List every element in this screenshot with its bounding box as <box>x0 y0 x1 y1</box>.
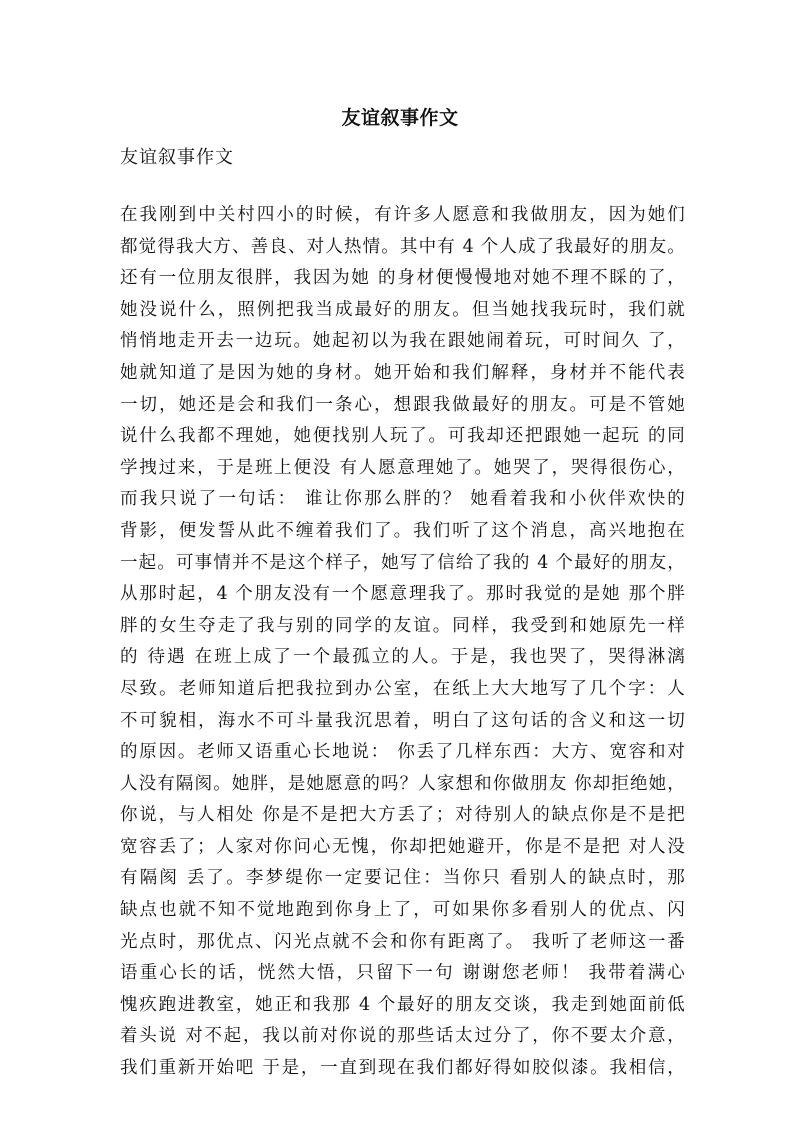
body-line: 的原因。老师又语重心长地说： 你丢了几样东西：大方、宽容和对 <box>120 742 685 763</box>
document-body <box>120 200 685 1085</box>
body-line: 一切，她还是会和我们一条心，想跟我做最好的朋友。可是不管她 <box>120 394 685 415</box>
document-subtitle: 友谊叙事作文 <box>120 147 234 168</box>
body-line: 语重心长的话，恍然大悟，只留下一句 谢谢您老师！ 我带着满心 <box>120 963 685 984</box>
body-line: 的 待遇 在班上成了一个最孤立的人。于是，我也哭了，哭得淋漓 <box>120 647 685 668</box>
body-line: 有隔阂 丢了。李梦缇你一定要记住：当你只 看别人的缺点时，那 <box>120 868 685 889</box>
body-line: 学拽过来，于是班上便没 有人愿意理她了。她哭了，哭得很伤心， <box>120 457 685 478</box>
body-line: 我们重新开始吧 于是，一直到现在我们都好得如胶似漆。我相信， <box>120 1058 685 1079</box>
body-line: 在我刚到中关村四小的时候，有许多人愿意和我做朋友，因为她们 <box>120 205 685 225</box>
body-line: 都觉得我大方、善良、对人热情。其中有 4 个人成了我最好的朋友。 <box>120 236 685 257</box>
body-line: 尽致。老师知道后把我拉到办公室，在纸上大大地写了几个字：人 <box>120 678 685 699</box>
body-line: 一起。可事情并不是这个样子，她写了信给了我的 4 个最好的朋友， <box>120 552 685 573</box>
body-line: 胖的女生夺走了我与别的同学的友谊。同样，我受到和她原先一样 <box>120 615 685 636</box>
body-line: 她就知道了是因为她的身材。她开始和我们解释，身材并不能代表 <box>120 362 685 383</box>
body-line: 光点时，那优点、闪光点就不会和你有距离了。 我听了老师这一番 <box>120 931 685 952</box>
body-line: 不可貌相，海水不可斗量我沉思着，明白了这句话的含义和这一切 <box>120 710 685 731</box>
body-line: 从那时起，4 个朋友没有一个愿意理我了。那时我觉的是她 那个胖 <box>120 584 685 605</box>
body-line: 而我只说了一句话： 谁让你那么胖的？ 她看着我和小伙伴欢快的 <box>120 489 685 510</box>
body-line: 缺点也就不知不觉地跑到你身上了，可如果你多看别人的优点、闪 <box>120 900 685 921</box>
body-line: 背影，便发誓从此不缠着我们了。我们听了这个消息，高兴地抱在 <box>120 520 685 541</box>
document-title: 友谊叙事作文 <box>341 107 459 129</box>
body-line: 悄悄地走开去一边玩。她起初以为我在跟她闹着玩，可时间久 了， <box>120 331 685 352</box>
body-line: 你说，与人相处 你是不是把大方丢了；对待别人的缺点你是不是把 <box>120 805 685 826</box>
body-line: 愧疚跑进教室，她正和我那 4 个最好的朋友交谈，我走到她面前低 <box>120 994 685 1015</box>
body-line: 着头说 对不起，我以前对你说的那些话太过分了，你不要太介意， <box>120 1026 685 1047</box>
body-line: 宽容丢了；人家对你问心无愧，你却把她避开，你是不是把 对人没 <box>120 836 685 857</box>
body-line: 人没有隔阂。她胖，是她愿意的吗？人家想和你做朋友 你却拒绝她， <box>120 773 685 794</box>
body-line: 说什么我都不理她，她便找别人玩了。可我却还把跟她一起玩 的同 <box>120 426 685 447</box>
body-line: 还有一位朋友很胖，我因为她 的身材便慢慢地对她不理不睬的了， <box>120 268 685 289</box>
body-line: 她没说什么，照例把我当成最好的朋友。但当她找我玩时，我们就 <box>120 299 685 320</box>
